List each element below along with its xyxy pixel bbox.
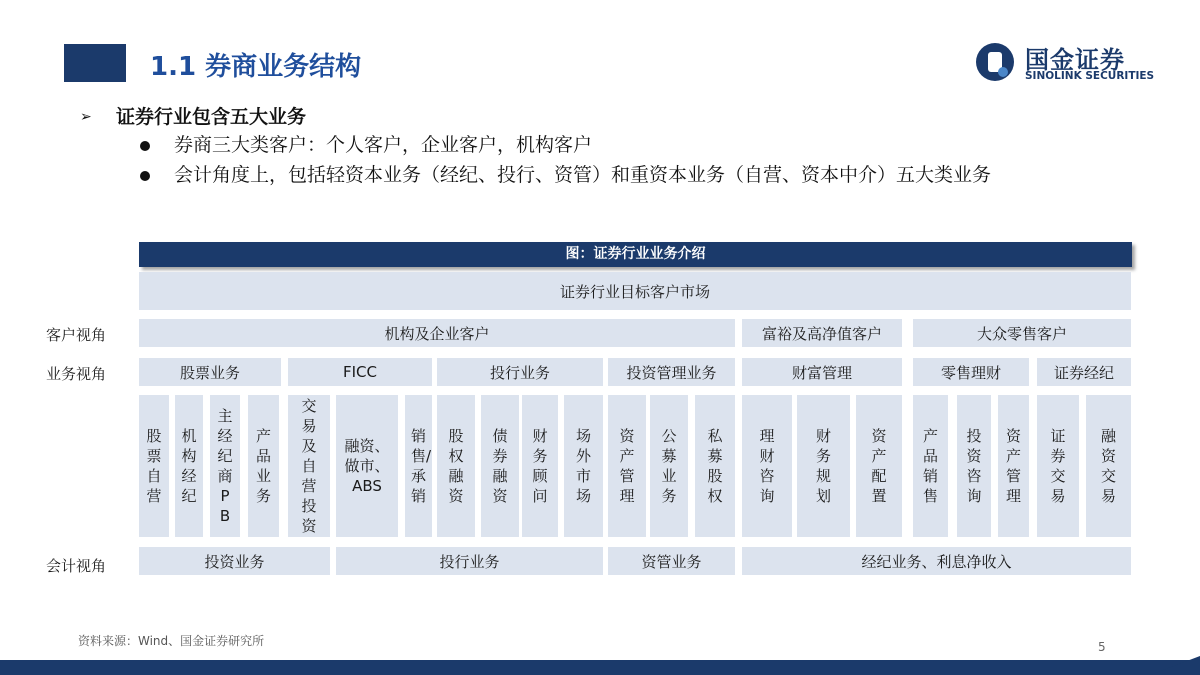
detail-box: 私募股权 (695, 395, 735, 537)
title-accent-bar (64, 44, 126, 82)
figure-title: 图：证券行业业务介绍 (139, 242, 1132, 267)
detail-box: 投资咨询 (957, 395, 991, 537)
row-label-business: 业务视角 (45, 365, 106, 383)
detail-box: 机构经纪 (175, 395, 203, 537)
bottom-decoration-bar (0, 656, 1200, 675)
client-box: 机构及企业客户 (139, 319, 735, 347)
row-label-accounting: 会计视角 (45, 557, 106, 575)
client-box: 富裕及高净值客户 (742, 319, 902, 347)
detail-box: 财务顾问 (522, 395, 558, 537)
detail-box: 理财咨询 (742, 395, 792, 537)
accounting-box: 资管业务 (608, 547, 735, 575)
detail-box: 债券融资 (481, 395, 519, 537)
company-logo (975, 40, 1175, 86)
business-box: 证券经纪 (1037, 358, 1131, 386)
arrow-bullet-icon: ➢ (80, 109, 92, 125)
main-bullet-text: 证券行业包含五大业务 (116, 106, 307, 128)
detail-box: 融资交易 (1086, 395, 1131, 537)
business-box: 股票业务 (139, 358, 281, 386)
detail-box: 资产管理 (608, 395, 646, 537)
business-box: 零售理财 (913, 358, 1029, 386)
sub-bullet-text: 券商三大类客户：个人客户，企业客户，机构客户 (174, 134, 593, 156)
logo-chinese-name: 国金证券 (1025, 46, 1125, 74)
detail-box: 股票自营 (139, 395, 169, 537)
business-box: FICC (288, 358, 432, 386)
dot-bullet-icon (140, 141, 150, 151)
detail-box: 资产管理 (998, 395, 1029, 537)
business-box: 投行业务 (437, 358, 603, 386)
logo-mark-icon (975, 42, 1015, 82)
row-label-client: 客户视角 (45, 326, 106, 344)
detail-box: 交易及自营投资 (288, 395, 330, 537)
client-box: 大众零售客户 (913, 319, 1131, 347)
detail-box: 场外市场 (564, 395, 603, 537)
detail-box: 证券交易 (1037, 395, 1079, 537)
detail-box: 产品业务 (248, 395, 279, 537)
detail-box: 融资、做市、ABS (336, 395, 398, 537)
source-note: 资料来源：Wind、国金证券研究所 (78, 634, 265, 648)
detail-box: 主经纪商PB (210, 395, 240, 537)
target-market-box: 证券行业目标客户市场 (139, 272, 1131, 310)
detail-box: 资产配置 (856, 395, 902, 537)
sub-bullet-text: 会计角度上，包括轻资本业务（经纪、投行、资管）和重资本业务（自营、资本中介）五大类业务 (174, 164, 992, 186)
accounting-box: 投资业务 (139, 547, 330, 575)
dot-bullet-icon (140, 171, 150, 181)
detail-box: 财务规划 (797, 395, 850, 537)
business-box: 财富管理 (742, 358, 902, 386)
detail-box: 销售/承销 (405, 395, 432, 537)
page-title: 1.1 券商业务结构 (150, 52, 362, 82)
logo-english-name: SINOLINK SECURITIES (1025, 70, 1155, 82)
accounting-box: 经纪业务、利息净收入 (742, 547, 1131, 575)
accounting-box: 投行业务 (336, 547, 603, 575)
business-box: 投资管理业务 (608, 358, 735, 386)
detail-box: 股权融资 (437, 395, 475, 537)
page-number: 5 (1098, 640, 1106, 654)
main-bullet (80, 102, 306, 129)
detail-box: 公募业务 (650, 395, 688, 537)
detail-box: 产品销售 (913, 395, 948, 537)
